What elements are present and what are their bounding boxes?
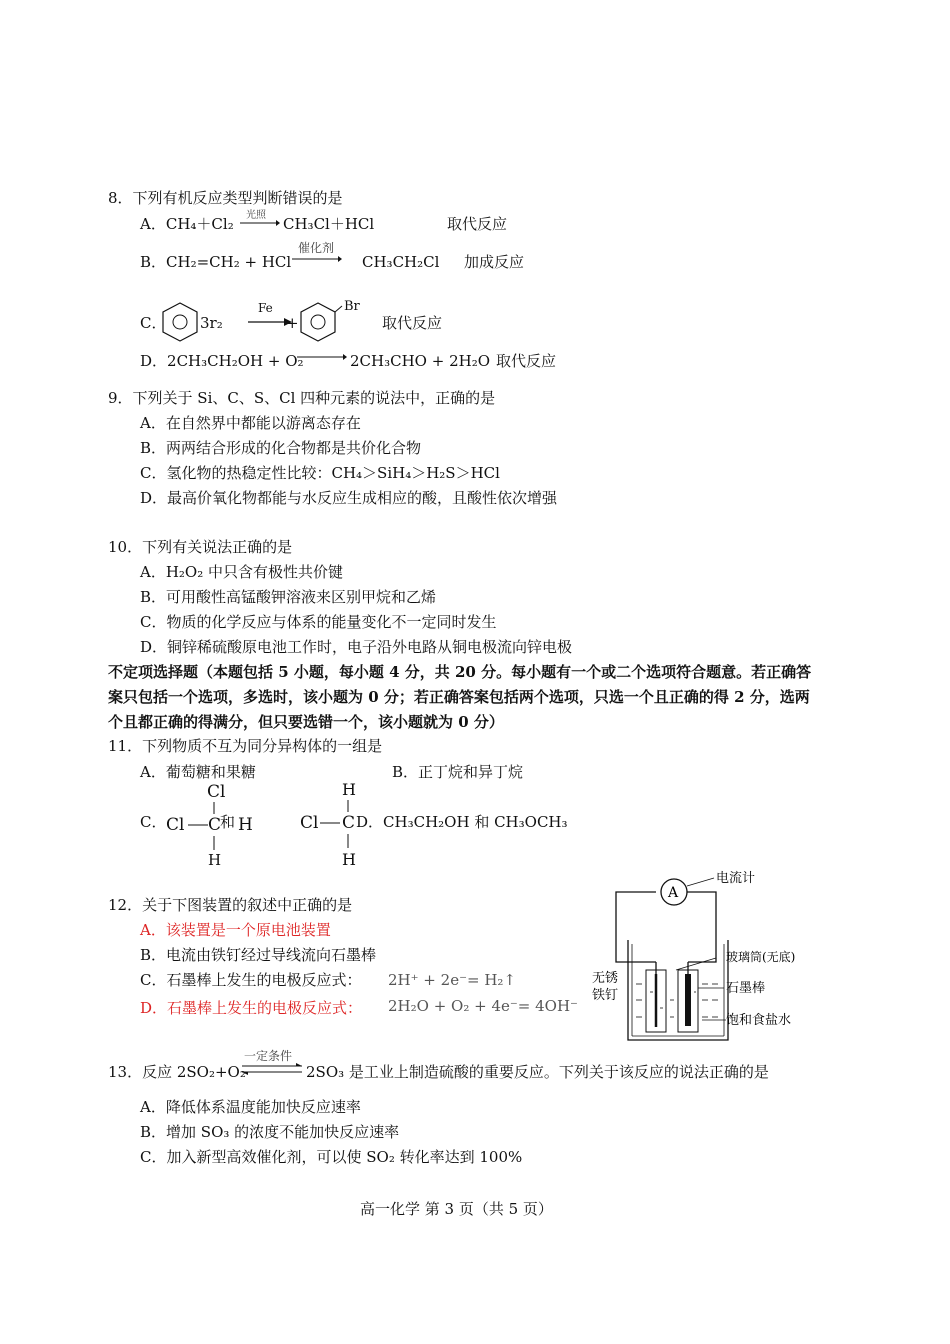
q10-option-b: B．可用酸性高锰酸钾溶液来区别甲烷和乙烯 — [140, 588, 437, 606]
tube-label: 玻璃筒(无底) — [726, 950, 796, 964]
plus-sign: + — [286, 314, 299, 332]
section-instructions-3: 个且都正确的得满分，但只要选错一个，该小题就为 0 分） — [108, 713, 504, 731]
meter-label: 电流计 — [716, 871, 756, 886]
q9-stem: 9．下列关于 Si、C、S、Cl 四种元素的说法中，正确的是 — [108, 389, 496, 407]
q8-b-right: CH₃CH₂Cl — [362, 253, 440, 271]
q9-option-b: B．两两结合形成的化合物都是共价化合物 — [140, 439, 422, 457]
q11-s1-bonds — [186, 800, 236, 856]
reversible-arrow-icon — [240, 1062, 304, 1076]
q12-option-a: A．该装置是一个原电池装置 — [140, 921, 331, 939]
q11-option-d: D．CH₃CH₂OH 和 CH₃OCH₃ — [356, 813, 568, 831]
q8-d-arrow — [297, 352, 347, 362]
q12-stem: 12．关于下图装置的叙述中正确的是 — [108, 896, 353, 914]
q11-s1-h-right: H — [238, 815, 253, 835]
section-instructions-2: 案只包括一个选项，多选时，该小题为 0 分；若正确答案包括两个选项，只选一个且正确的得 2 分，选两 — [108, 688, 810, 706]
section-instructions-1: 不定项选择题（本题包括 5 小题，每小题 4 分，共 20 分。每小题有一个或二个选项符合题意。若正确答 — [108, 663, 812, 681]
q8-a-cond: 光照 — [246, 210, 266, 221]
q12-option-c-equation: 2H⁺ + 2e⁻= H₂↑ — [388, 971, 516, 989]
q11-option-b: B．正丁烷和异丁烷 — [392, 763, 524, 781]
solution-label: 饱和食盐水 — [726, 1013, 792, 1028]
q11-s1-c: C — [208, 815, 222, 835]
q12-option-c: C．石墨棒上发生的电极反应式： — [140, 971, 362, 989]
q10-stem: 10．下列有关说法正确的是 — [108, 538, 293, 556]
q8-stem: 8．下列有机反应类型判断错误的是 — [108, 189, 343, 207]
q11-s1-cl-left: Cl — [166, 815, 185, 835]
q8-c-type: 取代反应 — [382, 314, 443, 332]
q11-s2-bonds — [318, 798, 358, 854]
q11-s2-h-bottom: H — [342, 850, 356, 869]
q11-s1-cl-top: Cl — [207, 782, 226, 802]
q11-option-c-prefix: C． — [140, 813, 167, 831]
q8-a-left: A．CH₄＋Cl₂ — [140, 215, 234, 233]
page-footer: 高一化学 第 3 页（共 5 页） — [360, 1200, 553, 1218]
q8-d-type: 取代反应 — [496, 352, 557, 370]
q12-option-d: D．石墨棒上发生的电极反应式： — [140, 999, 363, 1017]
q11-s2-c: C — [342, 813, 356, 833]
q9-option-a: A．在自然界中都能以游离态存在 — [140, 414, 361, 432]
q8-c-br2: 3r₂ — [200, 314, 223, 332]
q8-b-type: 加成反应 — [464, 253, 525, 271]
q11-option-a: A．葡萄糖和果糖 — [140, 763, 256, 781]
q13-option-a: A．降低体系温度能加快反应速率 — [140, 1098, 361, 1116]
q8-a-right: CH₃Cl＋HCl — [283, 215, 375, 233]
q9-option-c: C．氢化物的热稳定性比较：CH₄＞SiH₄＞H₂S＞HCl — [140, 464, 500, 482]
q8-b-left: B．CH₂=CH₂ + HCl — [140, 253, 292, 271]
q10-option-a: A．H₂O₂ 中只含有极性共价键 — [140, 563, 344, 581]
q11-s2-cl-left: Cl — [300, 813, 319, 833]
nail-label-1: 无锈 — [592, 971, 619, 986]
q11-s2-h-top: H — [342, 780, 356, 799]
q12-option-d-equation: 2H₂O + O₂ + 4e⁻= 4OH⁻ — [388, 997, 578, 1015]
q10-option-d: D．铜锌稀硫酸原电池工作时，电子沿外电路从铜电极流向锌电极 — [140, 638, 573, 656]
q13-option-b: B．增加 SO₃ 的浓度不能加快反应速率 — [140, 1123, 400, 1141]
q8-a-type: 取代反应 — [447, 215, 508, 233]
q11-he: 和 — [220, 813, 236, 831]
q12-option-b: B．电流由铁钉经过导线流向石墨棒 — [140, 946, 377, 964]
q8-b-cond: 催化剂 — [298, 241, 335, 255]
q13-cond: 一定条件 — [244, 1049, 293, 1063]
q8-d-left: D．2CH₃CH₂OH + O₂ — [140, 352, 304, 370]
nail-label-2: 铁钉 — [592, 988, 619, 1003]
q13-stem-b: 2SO₃ 是工业上制造硫酸的重要反应。下列关于该反应的说法正确的是 — [306, 1063, 769, 1081]
benzene-ring-icon — [160, 300, 200, 344]
q8-c-prefix: C． — [140, 314, 167, 332]
ammeter-label: A — [668, 885, 679, 901]
q8-b-arrow — [292, 254, 342, 264]
q8-a-reactants: CH₄＋Cl₂ — [165, 215, 234, 233]
q11-s1-h-bottom: H — [208, 851, 222, 869]
graphite-label: 石墨棒 — [726, 981, 766, 996]
q13-stem-a: 13．反应 2SO₂+O₂ — [108, 1063, 246, 1081]
q8-d-right: 2CH₃CHO + 2H₂O — [350, 352, 491, 370]
q10-option-c: C．物质的化学反应与体系的能量变化不一定同时发生 — [140, 613, 497, 631]
q8-a-arrow — [240, 218, 280, 228]
electrochemistry-apparatus-diagram — [586, 862, 836, 1047]
q8-c-br: Br — [344, 299, 360, 314]
bromobenzene-icon — [298, 300, 348, 344]
q13-option-c: C．加入新型高效催化剂，可以使 SO₂ 转化率达到 100% — [140, 1148, 523, 1166]
q8-c-fe: Fe — [258, 301, 273, 315]
q11-stem: 11．下列物质不互为同分异构体的一组是 — [108, 737, 383, 755]
q9-option-d: D．最高价氧化物都能与水反应生成相应的酸，且酸性依次增强 — [140, 489, 558, 507]
